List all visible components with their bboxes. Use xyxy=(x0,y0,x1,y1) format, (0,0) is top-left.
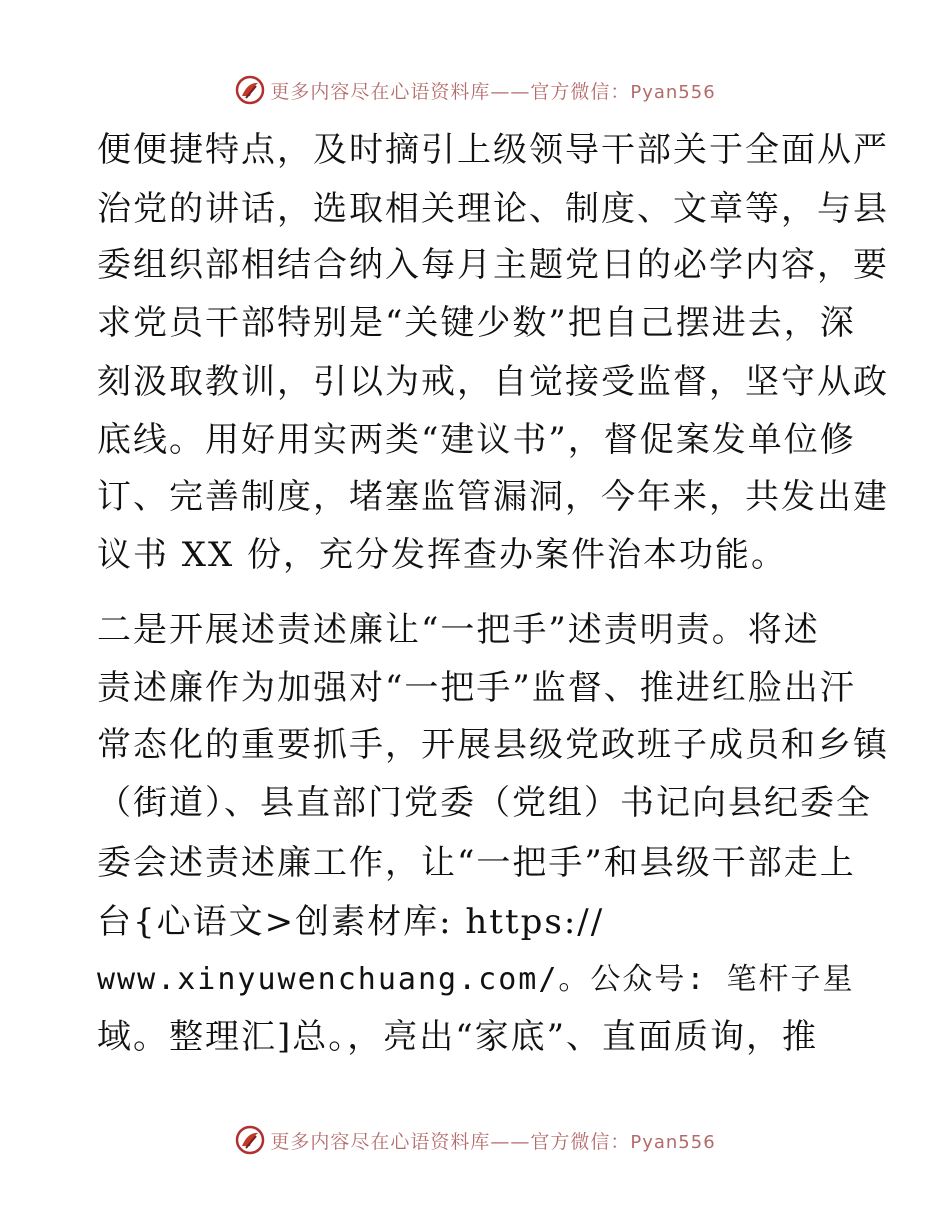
body-line: 议书 XX 份，充分发挥查办案件治本功能。 xyxy=(97,535,788,575)
body-line: 常态化的重要抓手，开展县级党政班子成员和乡镇 xyxy=(97,725,889,765)
header-dash: —— xyxy=(490,80,531,103)
footer-brand: 更多内容尽在心语资料库 xyxy=(270,1130,491,1153)
body-line: 订、完善制度，堵塞监管漏洞，今年来，共发出建 xyxy=(97,477,889,517)
footer-wechat-id: Pyan556 xyxy=(630,1131,716,1153)
header-brand-text xyxy=(270,77,715,104)
footer-banner xyxy=(0,1120,950,1160)
body-line: 责述廉作为加强对“一把手”监督、推进红脸出汗 xyxy=(97,668,856,708)
body-line: 便便捷特点，及时摘引上级领导干部关于全面从严 xyxy=(97,130,889,170)
header-wechat-label: 官方微信： xyxy=(530,80,631,103)
footer-wechat-label: 官方微信： xyxy=(530,1130,631,1153)
header-wechat-id: Pyan556 xyxy=(630,81,716,103)
body-line: （街道）、县直部门党委（党组）书记向县纪委全 xyxy=(97,783,872,823)
body-line: 底线。用好用实两类“建议书”，督促案发单位修 xyxy=(97,420,856,460)
body-line: 求党员干部特别是“关键少数”把自己摆进去，深 xyxy=(97,303,856,343)
footer-brand-text xyxy=(270,1127,715,1154)
body-line: 委会述责述廉工作，让“一把手”和县级干部走上 xyxy=(97,843,856,883)
header-brand: 更多内容尽在心语资料库 xyxy=(270,80,491,103)
header-banner xyxy=(0,70,950,110)
body-line: 治党的讲话，选取相关理论、制度、文章等，与县 xyxy=(97,189,889,229)
body-line: 台{心语文>创素材库: https:// xyxy=(97,902,605,942)
brand-logo-icon xyxy=(234,74,266,106)
body-line: 委组织部相结合纳入每月主题党日的必学内容，要 xyxy=(97,245,889,285)
body-line: 二是开展述责述廉让“一把手”述责明责。将述 xyxy=(97,610,820,650)
brand-logo-icon xyxy=(234,1124,266,1156)
body-line: 域。整理汇]总。，亮出“家底”、直面质询，推 xyxy=(97,1017,819,1057)
footer-dash: —— xyxy=(490,1130,531,1153)
body-line: 刻汲取教训，引以为戒，自觉接受监督，坚守从政 xyxy=(97,362,889,402)
body-line: www.xinyuwenchuang.com/。公众号: 笔杆子星 xyxy=(97,962,855,997)
